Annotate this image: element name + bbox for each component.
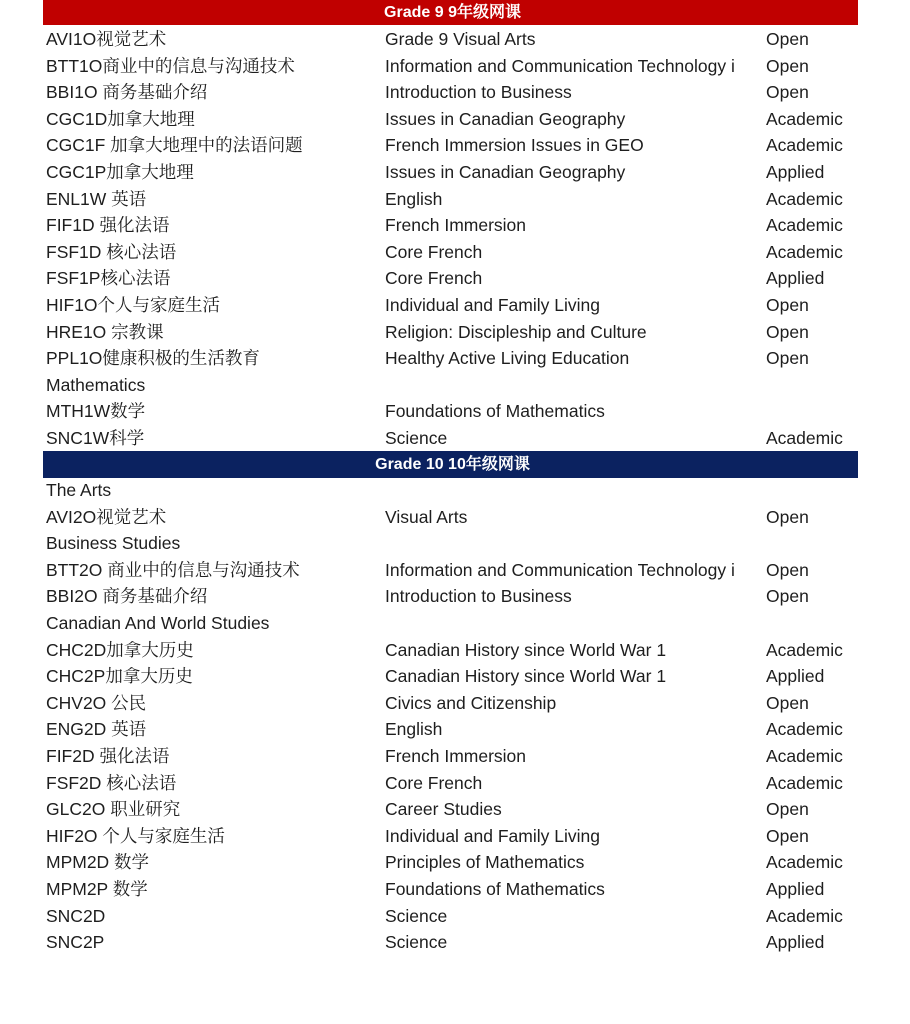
course-level: Applied — [766, 268, 825, 289]
course-level: Applied — [766, 932, 825, 953]
course-code: BBI2O 商务基础介绍 — [46, 586, 208, 607]
category-label: The Arts — [46, 480, 112, 500]
course-row — [0, 159, 910, 186]
course-name: Introduction to Business — [385, 586, 572, 607]
course-level: Applied — [766, 666, 825, 687]
course-code: CHV2O 公民 — [46, 692, 147, 713]
category-label: Canadian And World Studies — [46, 612, 270, 633]
grade9-course-table — [0, 26, 910, 452]
course-row — [0, 637, 910, 664]
course-level: Open — [766, 82, 809, 103]
course-name: Canadian History since World War 1 — [385, 666, 667, 687]
course-name: Visual Arts — [385, 506, 468, 527]
course-code: FIF1D 强化法语 — [46, 215, 170, 236]
course-code: GLC2O 职业研究 — [46, 799, 181, 820]
course-level: Open — [766, 321, 809, 342]
course-row — [0, 849, 910, 876]
course-name: Foundations of Mathematics — [385, 401, 605, 422]
course-level: Academic — [766, 745, 843, 766]
course-code: HRE1O 宗教课 — [46, 321, 164, 342]
grade10-header: Grade 10 10年级网课 — [43, 451, 858, 478]
course-level: Open — [766, 294, 809, 315]
course-name: Core French — [385, 268, 483, 289]
course-code: CGC1F 加拿大地理中的法语问题 — [46, 135, 303, 156]
course-row — [0, 716, 910, 743]
course-name: Individual and Family Living — [385, 825, 600, 846]
course-code: BTT2O 商业中的信息与沟通技术 — [46, 559, 300, 580]
course-code: FSF1D 核心法语 — [46, 241, 177, 262]
course-code: ENG2D 英语 — [46, 719, 147, 740]
course-row — [0, 770, 910, 797]
course-level: Open — [766, 506, 809, 527]
course-code: MPM2P 数学 — [46, 878, 148, 899]
course-code: PPL1O健康积极的生活教育 — [46, 348, 260, 369]
course-name: Religion: Discipleship and Culture — [385, 321, 647, 342]
course-row — [0, 239, 910, 266]
course-level: Open — [766, 55, 809, 76]
course-code: MPM2D 数学 — [46, 852, 150, 873]
course-row — [0, 823, 910, 850]
course-name: Civics and Citizenship — [385, 692, 557, 713]
course-name: Science — [385, 905, 448, 926]
category-row — [0, 530, 910, 557]
course-row — [0, 345, 910, 372]
course-row — [0, 106, 910, 133]
course-code: MTH1W数学 — [46, 401, 146, 422]
course-row — [0, 583, 910, 610]
course-level: Academic — [766, 241, 843, 262]
course-code: SNC2P — [46, 932, 105, 953]
course-row — [0, 319, 910, 346]
course-level: Academic — [766, 108, 843, 129]
course-level: Applied — [766, 878, 825, 899]
course-level: Open — [766, 348, 809, 369]
course-code: CGC1D加拿大地理 — [46, 108, 195, 129]
course-row — [0, 557, 910, 584]
course-level: Applied — [766, 161, 825, 182]
course-code: FIF2D 强化法语 — [46, 745, 170, 766]
course-row — [0, 398, 910, 425]
course-name: Healthy Active Living Education — [385, 348, 630, 369]
course-name: Issues in Canadian Geography — [385, 161, 626, 182]
course-row — [0, 79, 910, 106]
course-name: Science — [385, 427, 448, 448]
course-row — [0, 876, 910, 903]
course-row — [0, 292, 910, 319]
course-name: Individual and Family Living — [385, 294, 600, 315]
course-level: Open — [766, 692, 809, 713]
grade10-course-table — [0, 477, 910, 956]
course-row — [0, 425, 910, 452]
course-name: French Immersion — [385, 215, 527, 236]
course-name: Information and Communication Technology i — [385, 55, 735, 76]
category-label: Mathematics — [46, 374, 146, 395]
course-code: CGC1P加拿大地理 — [46, 161, 194, 182]
course-level: Academic — [766, 719, 843, 740]
course-code: HIF2O 个人与家庭生活 — [46, 825, 225, 846]
course-row — [0, 903, 910, 930]
course-level: Academic — [766, 135, 843, 156]
course-name: Principles of Mathematics — [385, 852, 585, 873]
course-code: HIF1O个人与家庭生活 — [46, 294, 221, 315]
course-code: FSF1P核心法语 — [46, 268, 171, 289]
course-code: AVI2O视觉艺术 — [46, 506, 167, 527]
category-row — [0, 610, 910, 637]
course-code: BTT1O商业中的信息与沟通技术 — [46, 55, 295, 76]
course-row — [0, 663, 910, 690]
category-label: Business Studies — [46, 533, 181, 554]
course-name: Canadian History since World War 1 — [385, 639, 667, 660]
course-name: Core French — [385, 772, 483, 793]
course-level: Academic — [766, 772, 843, 793]
category-row — [0, 477, 910, 504]
course-level: Academic — [766, 215, 843, 236]
course-row — [0, 690, 910, 717]
course-row — [0, 132, 910, 159]
course-code: CHC2D加拿大历史 — [46, 639, 194, 660]
course-row — [0, 743, 910, 770]
course-code: ENL1W 英语 — [46, 188, 147, 209]
course-code: SNC2D — [46, 905, 106, 926]
course-level: Open — [766, 586, 809, 607]
course-level: Academic — [766, 188, 843, 209]
course-row — [0, 796, 910, 823]
course-name: French Immersion — [385, 745, 527, 766]
course-code: BBI1O 商务基础介绍 — [46, 82, 208, 103]
course-level: Academic — [766, 639, 843, 660]
course-row — [0, 53, 910, 80]
grade9-header: Grade 9 9年级网课 — [43, 0, 858, 25]
course-row — [0, 186, 910, 213]
course-level: Open — [766, 825, 809, 846]
course-name: Science — [385, 932, 448, 953]
course-level: Academic — [766, 427, 843, 448]
course-code: FSF2D 核心法语 — [46, 772, 177, 793]
course-name: English — [385, 719, 443, 740]
course-name: French Immersion Issues in GEO — [385, 135, 644, 156]
course-name: Career Studies — [385, 799, 502, 820]
course-code: SNC1W科学 — [46, 427, 145, 448]
course-level: Open — [766, 559, 809, 580]
course-name: Grade 9 Visual Arts — [385, 29, 536, 49]
course-row — [0, 265, 910, 292]
course-name: Issues in Canadian Geography — [385, 108, 626, 129]
course-row — [0, 212, 910, 239]
course-row — [0, 504, 910, 531]
course-code: CHC2P加拿大历史 — [46, 666, 193, 687]
course-level: Open — [766, 799, 809, 820]
course-name: Core French — [385, 241, 483, 262]
course-name: Information and Communication Technology i — [385, 559, 735, 580]
course-name: English — [385, 188, 443, 209]
course-row — [0, 26, 910, 53]
course-name: Foundations of Mathematics — [385, 878, 605, 899]
course-code: AVI1O视觉艺术 — [46, 29, 167, 49]
course-row — [0, 929, 910, 956]
course-level: Academic — [766, 905, 843, 926]
course-level: Academic — [766, 852, 843, 873]
course-name: Introduction to Business — [385, 82, 572, 103]
course-level: Open — [766, 29, 809, 49]
category-row — [0, 372, 910, 399]
